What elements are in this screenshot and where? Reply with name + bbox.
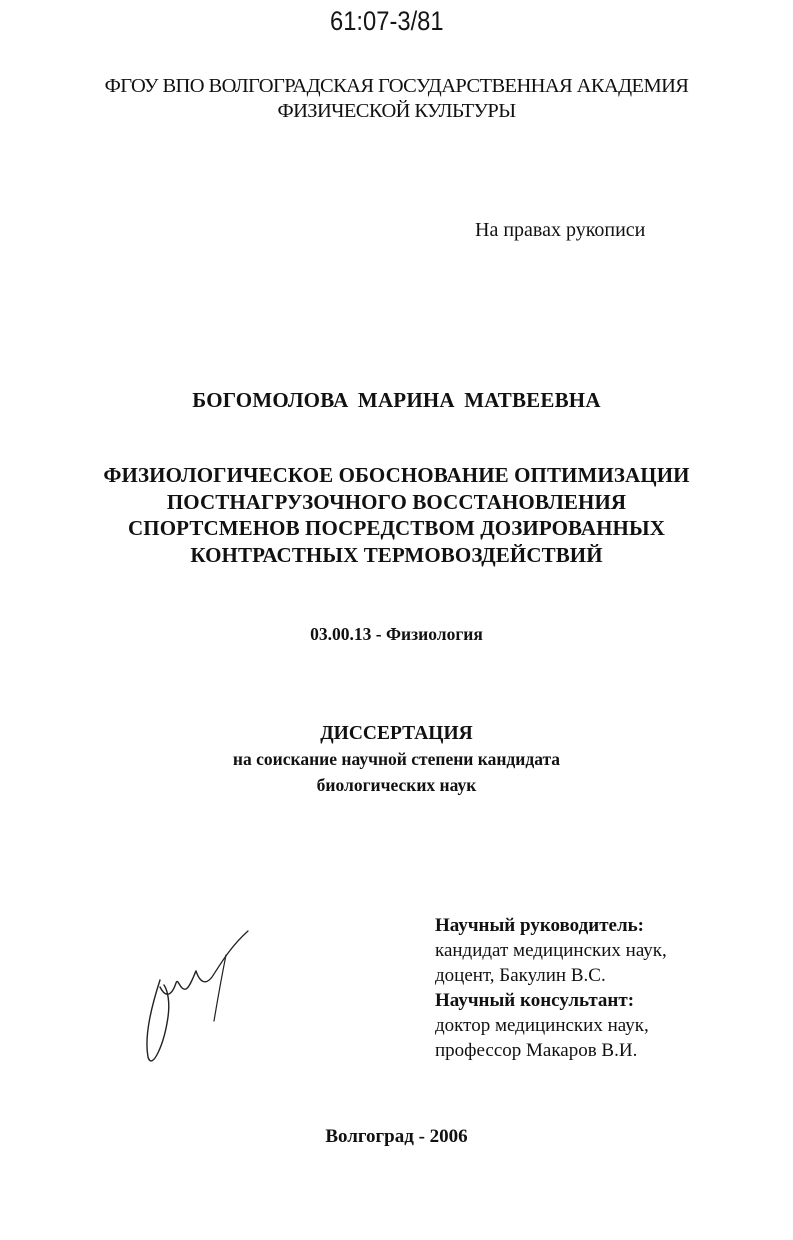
degree-line-1: на соискание научной степени кандидата <box>232 749 561 769</box>
supervisor-role: Научный руководитель: <box>435 915 644 936</box>
institution-line-2: ФИЗИЧЕСКОЙ КУЛЬТУРЫ <box>277 100 516 122</box>
city-and-year: Волгоград - 2006 <box>325 1126 468 1147</box>
author-name: БОГОМОЛОВА МАРИНА МАТВЕЕВНА <box>192 388 601 412</box>
title-line-3: СПОРТСМЕНОВ ПОСРЕДСТВОМ ДОЗИРОВАННЫХ <box>128 516 665 540</box>
handwritten-signature-icon <box>130 925 260 1070</box>
specialty-code: 03.00.13 - Физиология <box>310 624 483 644</box>
supervisor-degree: кандидат медицинских наук, <box>435 940 667 961</box>
consultant-degree: доктор медицинских наук, <box>435 1015 649 1036</box>
dissertation-title <box>0 462 793 568</box>
consultant-name: профессор Макаров В.И. <box>435 1040 638 1061</box>
supervisor-name: доцент, Бакулин В.С. <box>435 965 606 986</box>
document-type-heading: ДИССЕРТАЦИЯ <box>320 723 473 744</box>
title-line-2: ПОСТНАГРУЗОЧНОГО ВОССТАНОВЛЕНИЯ <box>166 489 627 514</box>
institution-line-1: ФГОУ ВПО ВОЛГОГРАДСКАЯ ГОСУДАРСТВЕННАЯ АКАДЕМИЯ <box>104 75 689 97</box>
manuscript-rights-note: На правах рукописи <box>475 219 646 241</box>
catalog-code: 61:07-3/81 <box>330 6 444 36</box>
title-line-4: КОНТРАСТНЫХ ТЕРМОВОЗДЕЙСТВИЙ <box>190 542 603 567</box>
degree-line-2: биологических наук <box>316 775 477 795</box>
institution-name <box>0 74 793 124</box>
advisors-block <box>435 913 667 1063</box>
consultant-role: Научный консультант: <box>435 990 635 1011</box>
degree-description <box>0 746 793 798</box>
title-line-1: ФИЗИОЛОГИЧЕСКОЕ ОБОСНОВАНИЕ ОПТИМИЗАЦИИ <box>103 463 690 487</box>
